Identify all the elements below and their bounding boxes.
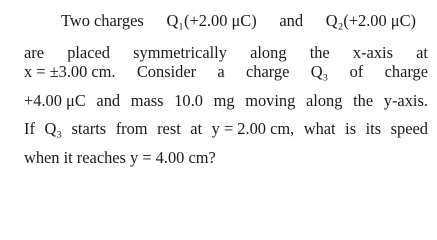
word: Consider: [136, 62, 197, 81]
mass-value: 10.0: [174, 91, 203, 110]
word: are: [24, 43, 45, 62]
word: mass: [130, 91, 164, 110]
charge-q1: Q₁(+2.00 μC): [166, 11, 257, 30]
word: and: [279, 11, 304, 30]
axis-label: x-axis: [352, 43, 393, 62]
word: rest: [157, 119, 181, 138]
word: charge: [246, 62, 290, 81]
word: along: [305, 91, 343, 110]
problem-line-1: [61, 11, 416, 31]
problem-line-5: [24, 119, 428, 139]
position-expression: x = ±3.00 cm.: [24, 62, 116, 81]
charge-q3: Q₃: [310, 62, 329, 81]
mass-unit: mg: [213, 91, 235, 110]
axis-label: y-axis.: [383, 91, 428, 110]
word: and: [96, 91, 121, 110]
word: at: [416, 43, 428, 62]
word: the: [309, 43, 330, 62]
word: charge: [384, 62, 428, 81]
word: symmetrically: [133, 43, 227, 62]
word: speed: [390, 119, 428, 138]
word: its: [365, 119, 382, 138]
start-position: y = 2.00 cm,: [211, 119, 295, 138]
word: from: [115, 119, 148, 138]
word: If: [24, 119, 35, 138]
charge-q2: Q₂(+2.00 μC): [325, 11, 416, 30]
problem-line-2: [24, 43, 428, 63]
charge-value: +4.00 μC: [24, 91, 86, 110]
word: placed: [67, 43, 110, 62]
word: what: [303, 119, 336, 138]
word: the: [353, 91, 374, 110]
word: Two charges: [61, 11, 144, 30]
problem-line-3: [24, 62, 428, 82]
problem-line-4: [24, 91, 428, 111]
word: a: [217, 62, 225, 81]
word: moving: [245, 91, 296, 110]
problem-line-6: when it reaches y = 4.00 cm?: [24, 148, 216, 167]
word: along: [250, 43, 287, 62]
word: at: [190, 119, 203, 138]
word: of: [349, 62, 364, 81]
word: is: [345, 119, 357, 138]
word: starts: [71, 119, 107, 138]
charge-q3: Q₃: [44, 119, 63, 138]
